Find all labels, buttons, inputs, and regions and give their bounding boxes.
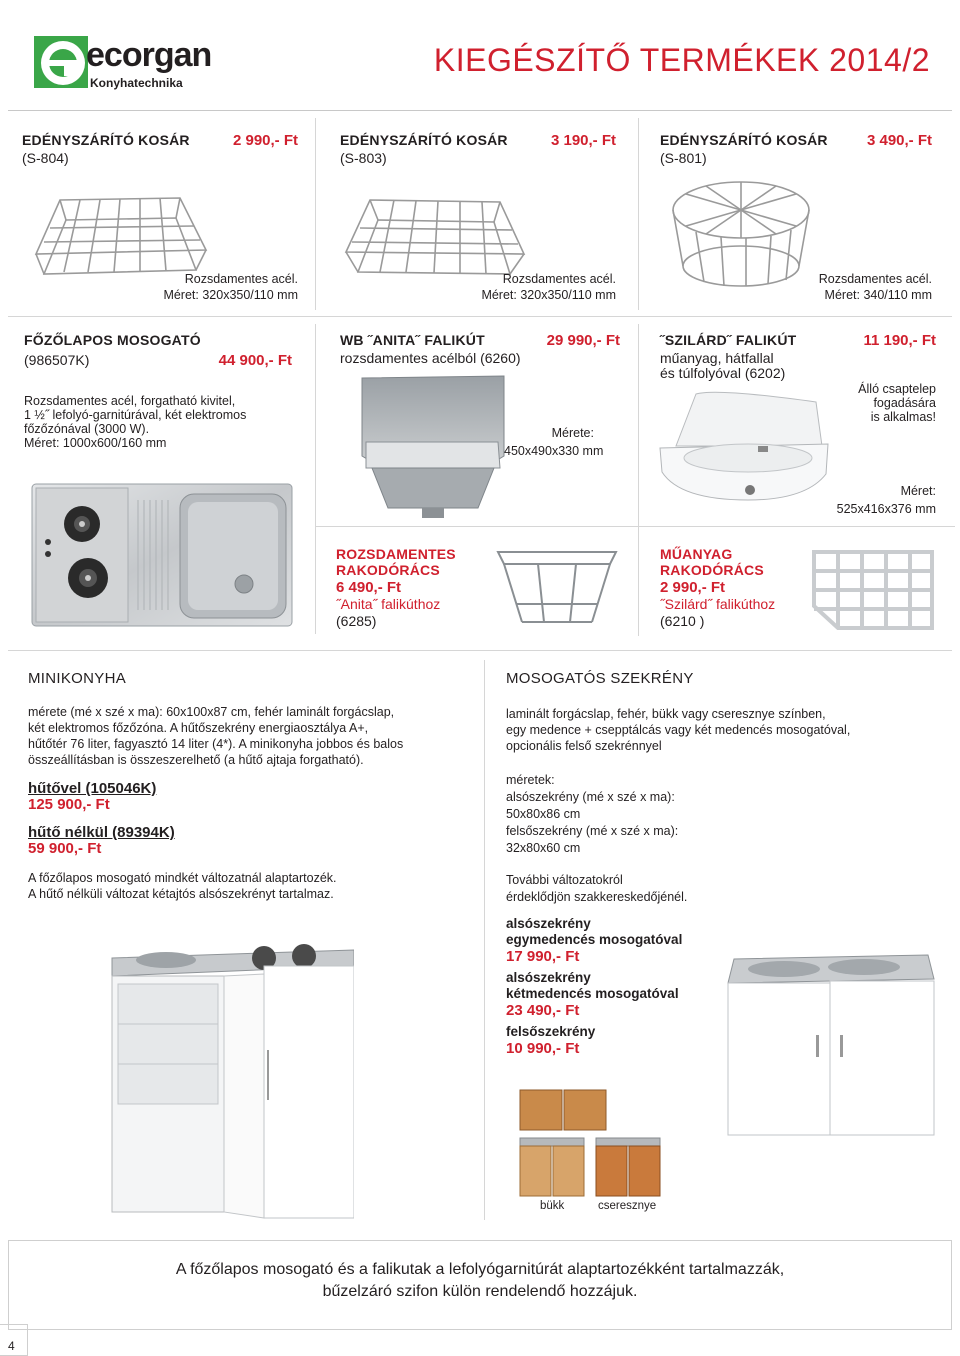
section-title: MINIKONYHA [28,670,127,687]
item-name: kétmedencés mosogatóval [506,986,679,1001]
product-sub: és túlfolyóval (6202) [660,365,786,381]
basket-card-2 [340,132,616,304]
divider [484,660,485,1220]
desc-line: 1 ½˝ lefolyó-garnitúrával, két elektromos [24,408,247,422]
divider [315,118,316,310]
divider [8,316,952,317]
steel-rack-image [492,542,622,632]
product-name: ROZSDAMENTES [336,546,456,562]
dims-line: 50x80x86 cm [506,807,581,821]
item-name: felsőszekrény [506,1024,596,1039]
product-price: 11 190,- Ft [863,332,936,349]
option-name: hűtő nélkül (89394K) [28,824,175,841]
product-price: 29 990,- Ft [546,332,620,349]
size-text: Méret: 320x350/110 mm [481,288,616,302]
product-sub: rozsdamentes acélból (6260) [340,350,521,366]
dish-rack-image [340,190,530,286]
upper-cabinet-image [518,1088,608,1132]
more-line: érdeklődjön szakkereskedőjénél. [506,890,688,904]
product-code: (6210 ) [660,613,705,629]
desc-line: laminált forgácslap, fehér, bükk vagy cseresznye színben, [506,707,826,721]
brand-logo [32,30,212,92]
swatch-label: cseresznye [598,1200,657,1212]
item-name: egymedencés mosogatóval [506,932,683,947]
item-name: alsószekrény [506,970,591,985]
beech-cabinet-image [518,1136,586,1198]
divider [8,110,952,111]
product-code: (S-803) [340,150,387,166]
option-price: 125 900,- Ft [28,796,110,813]
divider [8,650,952,651]
item-price: 17 990,- Ft [506,948,580,965]
dims-line: 32x80x60 cm [506,841,581,855]
size-text: Méret: 320x350/110 mm [163,288,298,302]
steel-rack-card [336,546,486,636]
brand-tagline: Konyhatechnika [90,76,183,90]
product-name: RAKODÓRÁCS [336,562,440,578]
size-text: 525x416x376 mm [836,502,936,516]
product-code: (986507K) [24,352,90,368]
product-name: EDÉNYSZÁRÍTÓ KOSÁR [22,132,190,148]
desc-line: Rozsdamentes acél, forgatható kivitel, [24,394,236,408]
desc-line: opcionális felső szekrénnyel [506,739,662,753]
anita-basin-image [358,372,508,522]
more-line: További változatokról [506,873,623,887]
size-text: Méret: 340/110 mm [824,288,932,302]
product-price: 3 490,- Ft [866,132,932,149]
material-text: Rozsdamentes acél. [818,272,932,286]
divider [315,526,955,527]
product-for: ˝Anita˝ falikúthoz [336,596,441,612]
product-sub: műanyag, hátfallal [660,350,774,366]
size-text: Méret: 1000x600/160 mm [24,436,167,450]
section-title: MOSOGATÓS SZEKRÉNY [506,670,694,687]
cherry-cabinet-image [594,1136,662,1198]
swatch-label: bükk [540,1200,565,1212]
desc-line: összeállításban is összeszerelhető (a hűtő ajtaja forgatható). [28,753,364,767]
product-name: MŰANYAG [660,546,733,562]
desc-line: egy medence + csepptálcás vagy két medencés mosogatóval, [506,723,851,737]
size-label: Mérete: [551,426,594,440]
desc-line: főzőzónával (3000 W). [24,422,150,436]
plastic-rack-image [808,546,938,634]
product-name: RAKODÓRÁCS [660,562,764,578]
product-price: 3 190,- Ft [550,132,616,149]
product-code: (S-801) [660,150,707,166]
sink-cabinet-image [724,945,936,1141]
divider [638,118,639,310]
brand-name: ecorgan [86,36,212,74]
product-name: EDÉNYSZÁRÍTÓ KOSÁR [340,132,508,148]
product-price: 6 490,- Ft [336,579,402,596]
footer-line: bűzelzáró szifon külön rendelendő hozzájuk. [322,1283,638,1300]
dims-line: felsőszekrény (mé x szé x ma): [506,824,679,838]
product-name: FŐZŐLAPOS MOSOGATÓ [24,332,201,348]
product-for: ˝Szilárd˝ falikúthoz [660,596,776,612]
product-price: 44 900,- Ft [218,352,292,369]
page-title: KIEGÉSZÍTŐ TERMÉKEK 2014/2 [433,42,930,78]
footer-note [8,1240,952,1330]
item-name: alsószekrény [506,916,591,931]
product-code: (S-804) [22,150,69,166]
material-text: Rozsdamentes acél. [502,272,616,286]
product-price: 2 990,- Ft [232,132,298,149]
basket-card-1 [22,132,298,304]
item-price: 10 990,- Ft [506,1040,580,1057]
product-name: EDÉNYSZÁRÍTÓ KOSÁR [660,132,828,148]
page-number: 4 [0,1324,28,1356]
dish-rack-image [30,188,210,284]
option-name: hűtővel (105046K) [28,780,157,797]
dims-label: méretek: [506,773,555,787]
desc-line: mérete (mé x szé x ma): 60x100x87 cm, fehér laminált forgácslap, [28,705,395,719]
note-text: Álló csaptelep [858,382,936,396]
material-text: Rozsdamentes acél. [184,272,298,286]
plastic-rack-card [660,546,810,636]
cooktop-sink-card [24,332,296,472]
desc-line: két elektromos főzőzóna. A hűtőszekrény energiaosztálya A+, [28,721,369,735]
size-text: 450x490x330 mm [504,444,604,458]
basket-card-3 [660,132,932,304]
szilard-basin-image [656,386,836,506]
dims-line: alsószekrény (mé x szé x ma): [506,790,675,804]
desc-line: hűtőtér 76 liter, fagyasztó 14 liter (4*). A minikonyha jobbos és balos [28,737,404,751]
product-name: ˝SZILÁRD˝ FALIKÚT [660,332,797,348]
minikitchen-image [104,930,354,1220]
divider [638,526,639,636]
round-dish-rack-image [666,174,816,292]
note-line: A főzőlapos mosogató mindkét változatnál alaptartozék. [28,871,337,885]
divider [315,324,316,634]
note-line: A hűtő nélküli változat kétajtós alsószekrényt tartalmaz. [28,887,334,901]
product-price: 2 990,- Ft [660,579,726,596]
cooktop-sink-image [30,480,294,630]
option-price: 59 900,- Ft [28,840,102,857]
footer-line: A főzőlapos mosogató és a falikutak a lefolyógarnitúrát alaptartozékként tartalmazzák, [175,1261,785,1278]
note-text: is alkalmas! [870,410,936,424]
product-code: (6285) [336,613,377,629]
note-text: fogadására [873,396,936,410]
logo-mark-icon [32,30,92,92]
item-price: 23 490,- Ft [506,1002,580,1019]
size-label: Méret: [900,484,936,498]
product-name: WB ˝ANITA˝ FALIKÚT [340,332,485,348]
